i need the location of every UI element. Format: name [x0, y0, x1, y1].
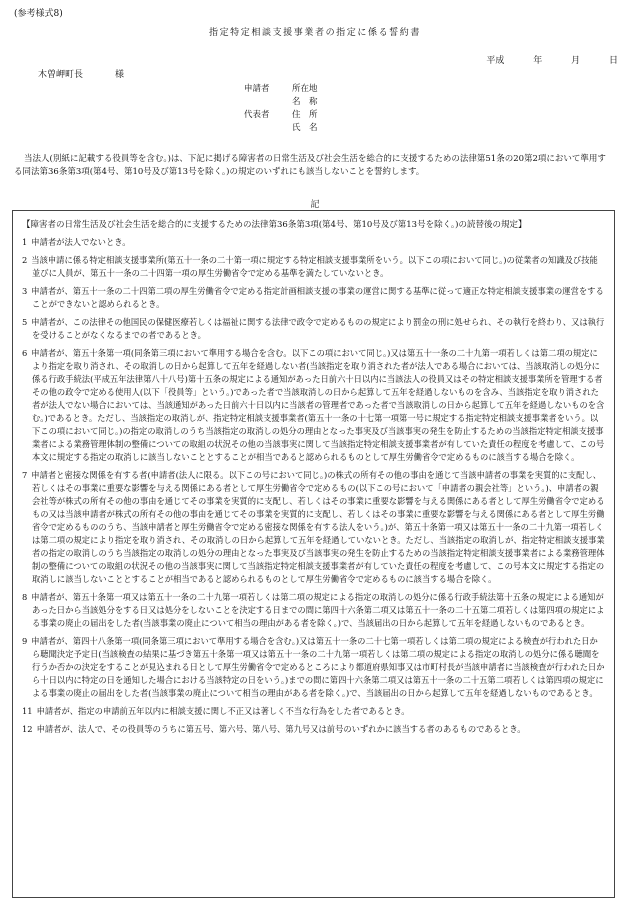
applicant-name-label: 名 称 [292, 97, 318, 107]
provision-item [22, 723, 605, 736]
provision-text: 当該申請に係る特定相談支援事業所(第五十一条の二十第一項に規定する特定相談支援事業所をいう。以下この項において同じ。)の従業者の知識及び技能並びに人員が、第五十一条の二十四第一項の厚生労働省令で定める基準を満たしていないとき。 [31, 255, 598, 278]
provision-text: 申請者が、この法律その他国民の保健医療若しくは福祉に関する法律で政令で定めるものの規定により罰金の刑に処せられ、その執行を終わり、又は執行を受けることがなくなるまでの者であるとき。 [31, 317, 605, 340]
date-day: 日 [608, 56, 618, 66]
provision-number: 9 [22, 636, 28, 646]
applicant-address-row [244, 84, 318, 95]
provision-item [22, 254, 605, 280]
representative-role: 代表者 [244, 110, 270, 120]
addressee-name: 木曽岬町長 [38, 70, 84, 80]
provision-text: 申請者と密接な関係を有する者(申請者(法人に限る。以下この号において同じ。)の株式の所有その他の事由を通じて当該申請者の事業を実質的に支配し、若しくはその事業に重要な影響を与える関係にある者として厚生労働省令で定めるもの(以下この号において「申請者の親会社等」という。)、申請者の親会社等が株式の所有その他の事由を通じてその事業を実質的に支配し、若しくはその事業に重要な影響を与える関係にある者として厚生労働省令で定めるもの又は当該申請者が株式の所有その他の事由を通じてその事業を実質的に支配し、若しくはその事業に重要な影響を与える関係にある者として厚生労働省令で定めるもののうち、当該申請者と厚生労働省令で定める密接な関係を有する法人をいう。)が、第五十条第一項又は第五十一条の二十九第一項若しくは第二項の規定により指定を取り消され、その取消しの日から起算して五年を経過していないとき。ただし、当該指定の取消しが、指定特定相談支援事業者の指定の取消しのうち当該指定の取消しの処分の理由となった事実及び当該事実の発生を防止するための当該指定特定相談支援事業者による業務管理体制の整備についての取組の状況その他の当該事実に関して当該指定特定相談支援事業者が有していた責任の程度を考慮して、この号本文に規定する指定の取消しに該当しないこととすることが相当であると認められるものとして厚生労働省令で定めるものに該当する場合を除く。 [31, 470, 605, 584]
provision-number: 8 [22, 592, 28, 602]
representative-address-row [244, 110, 318, 121]
representative-address-label: 住 所 [292, 110, 318, 120]
provision-item [22, 591, 605, 630]
provision-item [22, 316, 605, 342]
applicant-address-label: 所在地 [292, 84, 318, 94]
provision-number: 12 [22, 724, 33, 734]
oath-statement: 当法人(別紙に記載する役員等を含む。)は、下記に掲げる障害者の日常生活及び社会生活を総合的に支援するための法律第51条の20第2項において準用する同法第36条第3項(第4号、第10号及び第13号を除く。)の規定のいずれにも該当しないことを誓約します。 [14, 154, 606, 177]
provision-item [22, 285, 605, 311]
provision-item [22, 635, 605, 700]
representative-name-row [244, 123, 318, 134]
provision-text: 申請者が法人でないとき。 [31, 237, 131, 247]
provision-text: 申請者が、指定の申請前五年以内に相談支援に関し不正又は著しく不当な行為をした者であるとき。 [36, 706, 410, 716]
date-year: 年 [533, 56, 543, 66]
provision-item [22, 705, 605, 718]
provision-number: 7 [22, 470, 28, 480]
provision-item [22, 236, 605, 249]
addressee [38, 70, 124, 81]
document-title: 指定特定相談支援事業者の指定に係る誓約書 [208, 28, 421, 38]
provision-text: 申請者が、法人で、その役員等のうちに第五号、第六号、第八号、第九号又は前号のいずれかに該当する者のあるものであるとき。 [36, 724, 526, 734]
provision-number: 2 [22, 255, 28, 265]
applicant-name-row [244, 97, 318, 108]
provisions-box [12, 210, 615, 898]
form-label: (参考様式8) [14, 9, 63, 19]
provision-text: 申請者が、第五十一条の二十四第二項の厚生労働省令で定める指定計画相談支援の事業の運営に関する基準に従って適正な特定相談支援事業の運営をすることができないと認められるとき。 [31, 286, 604, 309]
provision-number: 1 [22, 237, 28, 247]
date-era: 平成 [486, 56, 505, 66]
representative-name-label: 氏 名 [292, 123, 318, 133]
addressee-honorific: 様 [115, 70, 125, 80]
provision-number: 11 [22, 706, 33, 716]
provision-text: 申請者が、第四十八条第一項(同条第三項において準用する場合を含む。)又は第五十一条の二十七第一項若しくは第二項の規定による検査が行われた日から聴聞決定予定日(当該検査の結果に基づき第五十条第一項又は第五十一条の二十九第一項若しくは第二項の規定による指定の取消しの処分に係る聴聞を行うか否かの決定をすることが見込まれる日として厚生労働省令で定めるところにより都道府県知事又は市町村長が当該申請者に当該検査が行われた日から十日以内に特定の日を通知した場合における当該特定の日をいう。)までの間に第四十六条第二項又は第五十一条の二十五第二項若しくは第四項の規定による事業の廃止の届出をした者(当該事業の廃止について相当の理由がある者を除く。)で、当該届出の日から起算して五年を経過しないものであるとき。 [31, 636, 605, 698]
ki-heading: 記 [310, 200, 320, 210]
provision-item [22, 347, 605, 464]
provision-number: 3 [22, 286, 28, 296]
applicant-role: 申請者 [244, 84, 270, 94]
provision-item [22, 469, 605, 586]
provision-list [22, 236, 605, 736]
date-line [486, 56, 618, 67]
date-month: 月 [571, 56, 581, 66]
provision-number: 5 [22, 317, 28, 327]
provision-text: 申請者が、第五十条第一項(同条第三項において準用する場合を含む。以下この項において同じ。)又は第五十一条の二十九第一項若しくは第二項の規定により指定を取り消され、その取消しの日から起算して五年を経過しない者(当該指定を取り消された者が法人である場合においては、当該取消しの処分に係る行政手続法(平成五年法律第八十八号)第十五条の規定による通知があった日前六十日以内に当該法人の役員又はその特定相談支援事業所を管理する者その他の政令で定める使用人(以下「役員等」という。)であった者で当該取消しの日から起算して五年を経過しないものを含み、当該指定を取り消された者が法人でない場合においては、当該通知があった日前六十日以内に当該者の管理者であった者で当該取消しの日から起算して五年を経過しないものを含む。)であるとき。ただし、当該指定の取消しが、指定特定相談支援事業者(第五十一条の十七第一項第一号に規定する指定特定相談支援事業者をいう。以下この項において同じ。)の指定の取消しのうち当該指定の取消しの処分の理由となった事実及び当該事実の発生を防止するための当該指定特定相談支援事業者による業務管理体制の整備についての取組の状況その他の当該事実に関して当該指定特定相談支援事業者が有していた責任の程度を考慮して、この号本文に規定する指定の取消しに該当しないこととすることが相当であると認められるものとして厚生労働省令で定めるものに該当する場合を除く。 [31, 348, 605, 462]
provisions-heading: 【障害者の日常生活及び社会生活を総合的に支援するための法律第36条第3項(第4号、第10号及び第13号を除く。)の読替後の規定】 [22, 220, 527, 230]
provision-number: 6 [22, 348, 28, 358]
provision-text: 申請者が、第五十条第一項又は第五十一条の二十九第一項若しくは第二項の規定による指定の取消しの処分に係る行政手続法第十五条の規定による通知があった日から当該処分をする日又は処分をしないことを決定する日までの間に第四十六条第二項又は第五十一条の二十五第二項若しくは第四項の規定による事業の廃止の届出をした者(当該事業の廃止について相当の理由がある者を除く。)で、当該届出の日から起算して五年を経過しないものであるとき。 [31, 592, 605, 628]
